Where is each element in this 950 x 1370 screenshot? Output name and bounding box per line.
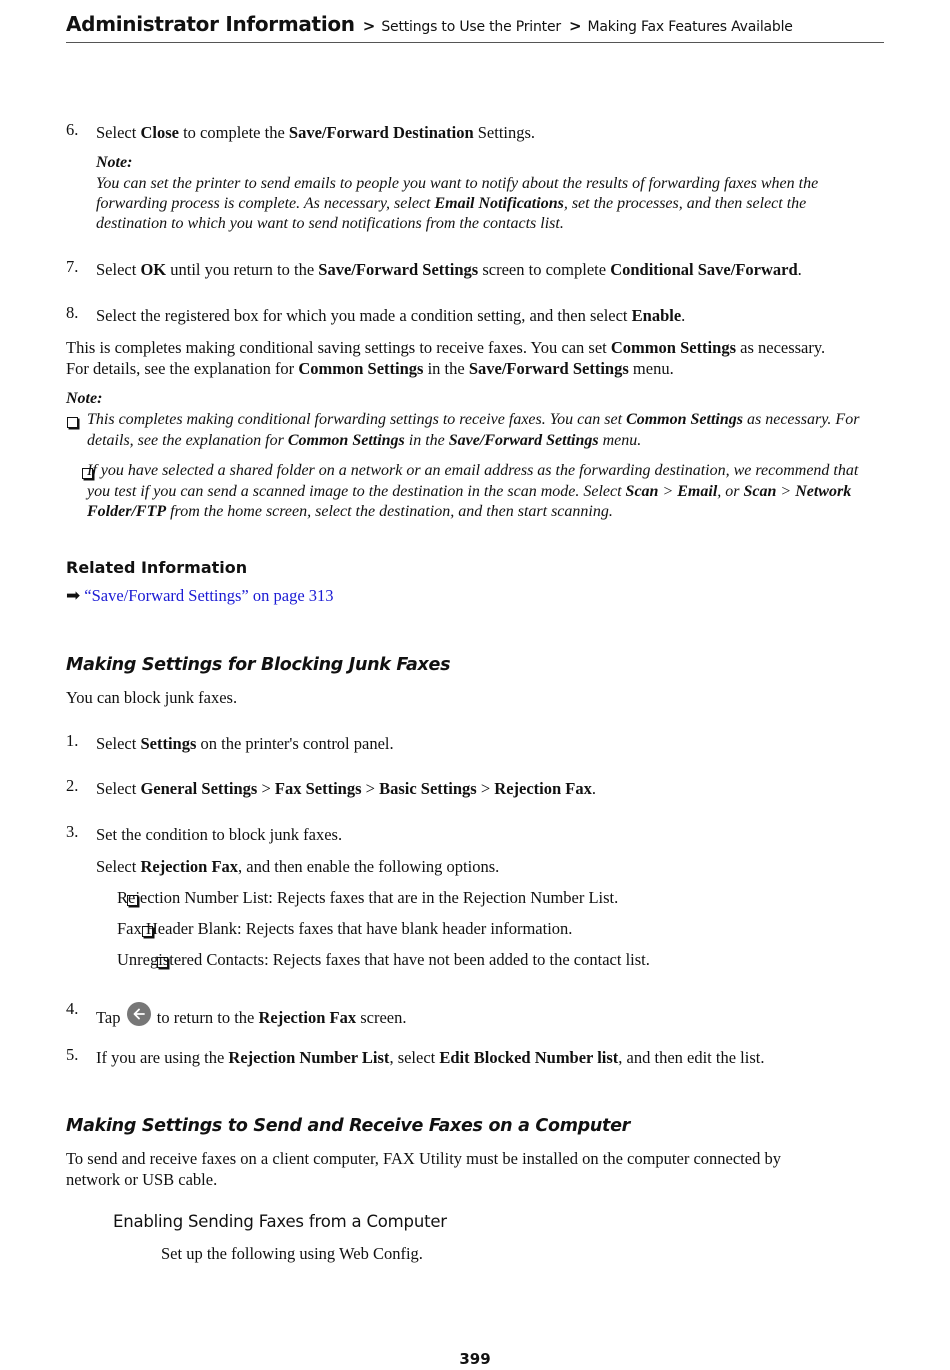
junk-step-5-text: If you are using the Rejection Number List, select Edit Blocked Number list, and then edit the list. xyxy=(96,1048,765,1067)
section-heading-junk-faxes: Making Settings for Blocking Junk Faxes xyxy=(66,655,451,675)
step-number: 2. xyxy=(66,776,79,795)
junk-step-3-text: Set the condition to block junk faxes. xyxy=(96,825,343,844)
breadcrumb-separator: > xyxy=(362,17,376,35)
related-link[interactable]: “Save/Forward Settings” on page 313 xyxy=(84,586,334,605)
breadcrumb-fax-features: Making Fax Features Available xyxy=(587,19,793,35)
page-header xyxy=(66,12,884,43)
note-1-line: forwarding process is complete. As necessary, select Email Notifications, set the processes, and then select the xyxy=(96,195,807,212)
step-8-text: Select the registered box for which you made a condition setting, and then select Enable. xyxy=(96,306,686,325)
step-number: 8. xyxy=(66,303,79,322)
computer-paragraph-line: To send and receive faxes on a client computer, FAX Utility must be installed on the computer connected by xyxy=(66,1149,781,1168)
paragraph-line: This is completes making conditional saving settings to receive faxes. You can set Common Settings as necessary. xyxy=(66,338,826,357)
step-number: 4. xyxy=(66,999,79,1018)
computer-paragraph-line: network or USB cable. xyxy=(66,1170,218,1189)
junk-step-1-text: Select Settings on the printer's control panel. xyxy=(96,734,394,753)
related-information-heading: Related Information xyxy=(66,558,248,577)
subheading-body: Set up the following using Web Config. xyxy=(161,1244,423,1263)
note-label: Note: xyxy=(96,154,133,171)
step-number: 6. xyxy=(66,120,79,139)
header-title: Administrator Information xyxy=(66,12,355,36)
step-number: 1. xyxy=(66,731,79,750)
note-1-line: destination to which you want to send notifications from the contacts list. xyxy=(96,215,564,232)
arrow-right-icon: ➡ xyxy=(66,586,81,606)
step-number: 5. xyxy=(66,1045,79,1064)
step-6-text: Select Close to complete the Save/Forward Destination Settings. xyxy=(96,123,536,142)
junk-step-4-text: Tap to return to the Rejection Fax screen. xyxy=(96,1002,406,1028)
section-heading-computer-faxes: Making Settings to Send and Receive Faxes on a Computer xyxy=(66,1116,630,1136)
related-link-row[interactable] xyxy=(66,586,334,606)
breadcrumb-settings: Settings to Use the Printer xyxy=(381,19,561,35)
option-unregistered-contacts: Unregistered Contacts: Rejects faxes that have not been added to the contact list. xyxy=(117,950,650,969)
note-1-line: You can set the printer to send emails to people you want to notify about the results of forwarding faxes when the xyxy=(96,175,819,192)
note-2-bullet-line: This completes making conditional forwarding settings to receive faxes. You can set Common Settings as necessary. For xyxy=(87,411,860,428)
page-number: 399 xyxy=(459,1350,491,1368)
step-number: 7. xyxy=(66,257,79,276)
checkbox-bullet-icon xyxy=(67,417,78,428)
note-label: Note: xyxy=(66,390,103,407)
note-2-bullet-line: Folder/FTP from the home screen, select the destination, and then start scanning. xyxy=(87,503,613,520)
option-rejection-number-list: Rejection Number List: Rejects faxes that are in the Rejection Number List. xyxy=(117,888,619,907)
step-7-text: Select OK until you return to the Save/Forward Settings screen to complete Conditional Save/Forward. xyxy=(96,260,802,279)
junk-step-2-text: Select General Settings > Fax Settings > Basic Settings > Rejection Fax. xyxy=(96,779,596,798)
note-2-bullet-line: If you have selected a shared folder on a network or an email address as the forwarding destination, we recommend that xyxy=(87,462,859,479)
back-arrow-icon xyxy=(127,1002,151,1026)
paragraph-line: For details, see the explanation for Common Settings in the Save/Forward Settings menu. xyxy=(66,359,674,378)
step-number: 3. xyxy=(66,822,79,841)
note-2-bullet-line: details, see the explanation for Common Settings in the Save/Forward Settings menu. xyxy=(87,432,642,449)
subheading-enabling-sending: Enabling Sending Faxes from a Computer xyxy=(113,1212,447,1231)
option-fax-header-blank: Fax Header Blank: Rejects faxes that have blank header information. xyxy=(117,919,573,938)
junk-step-3-sub: Select Rejection Fax, and then enable the following options. xyxy=(96,857,500,876)
junk-intro: You can block junk faxes. xyxy=(66,688,238,707)
breadcrumb-separator: > xyxy=(568,17,582,35)
note-2-bullet-line: you test if you can send a scanned image to the destination in the scan mode. Select Scan > Email, or Scan > Network xyxy=(87,483,852,500)
